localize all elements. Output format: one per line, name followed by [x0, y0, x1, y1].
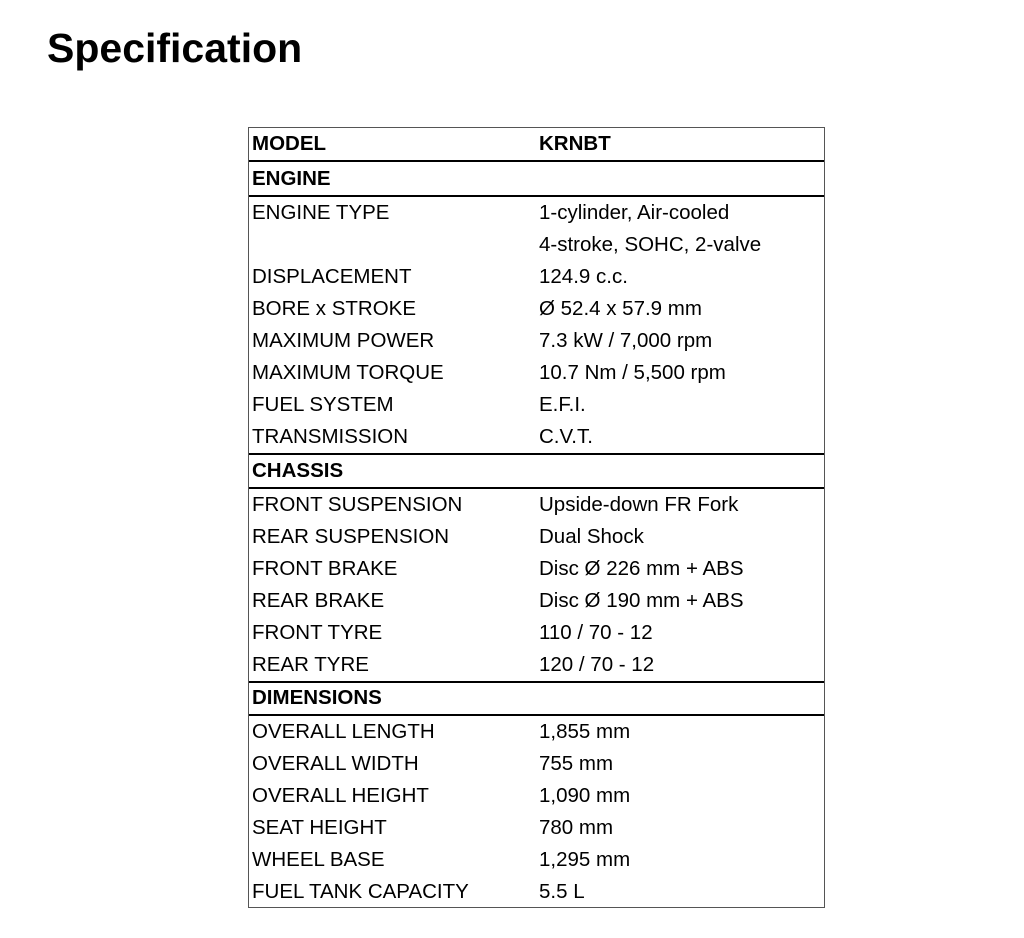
spec-label: OVERALL LENGTH [252, 720, 435, 743]
spec-value: 4-stroke, SOHC, 2-valve [539, 233, 762, 256]
section-heading-dimensions [249, 682, 824, 714]
spec-row-overall-length [249, 716, 824, 748]
spec-row-front-brake [249, 553, 824, 585]
spec-value: 1,090 mm [539, 784, 631, 807]
spec-row-fuel-tank-capacity [249, 876, 824, 908]
spec-row-rear-suspension [249, 521, 824, 553]
spec-label: REAR SUSPENSION [252, 525, 450, 548]
spec-value: C.V.T. [539, 425, 593, 448]
model-label: MODEL [252, 132, 327, 155]
spec-value: E.F.I. [539, 393, 586, 416]
spec-label: MAXIMUM POWER [252, 329, 435, 352]
section-heading-label: DIMENSIONS [252, 686, 382, 709]
spec-value: 5.5 L [539, 880, 585, 903]
spec-label: TRANSMISSION [252, 425, 409, 448]
spec-label: DISPLACEMENT [252, 265, 412, 288]
model-value: KRNBT [539, 132, 611, 155]
section-heading-chassis [249, 455, 824, 487]
spec-label: FUEL SYSTEM [252, 393, 394, 416]
page-title: Specification [47, 25, 303, 71]
spec-label: BORE x STROKE [252, 297, 417, 320]
spec-label: ENGINE TYPE [252, 201, 390, 224]
spec-label: REAR BRAKE [252, 589, 385, 612]
spec-value: Upside-down FR Fork [539, 493, 739, 516]
spec-value: 1,295 mm [539, 848, 631, 871]
spec-value: Disc Ø 190 mm + ABS [539, 589, 744, 612]
spec-value: Dual Shock [539, 525, 644, 548]
spec-label: WHEEL BASE [252, 848, 385, 871]
spec-value: 1,855 mm [539, 720, 631, 743]
spec-row-overall-height [249, 780, 824, 812]
spec-row-transmission [249, 421, 824, 453]
spec-row-maximum-power [249, 325, 824, 357]
spec-row-front-tyre [249, 617, 824, 649]
spec-row-seat-height [249, 812, 824, 844]
spec-label: FRONT SUSPENSION [252, 493, 463, 516]
spec-value: 780 mm [539, 816, 614, 839]
spec-label: OVERALL WIDTH [252, 752, 419, 775]
spec-value: Ø 52.4 x 57.9 mm [539, 297, 702, 320]
spec-row-rear-tyre [249, 649, 824, 681]
spec-value: 10.7 Nm / 5,500 rpm [539, 361, 726, 384]
spec-value: 124.9 c.c. [539, 265, 628, 288]
spec-row-maximum-torque [249, 357, 824, 389]
model-row [249, 128, 824, 160]
spec-row-displacement [249, 261, 824, 293]
spec-row-rear-brake [249, 585, 824, 617]
spec-label: MAXIMUM TORQUE [252, 361, 444, 384]
spec-value: 110 / 70 - 12 [539, 621, 653, 644]
spec-value: 755 mm [539, 752, 614, 775]
spec-value: Disc Ø 226 mm + ABS [539, 557, 744, 580]
spec-value: 120 / 70 - 12 [539, 653, 655, 676]
spec-value: 7.3 kW / 7,000 rpm [539, 329, 713, 352]
spec-label: FRONT BRAKE [252, 557, 398, 580]
spec-row-fuel-system [249, 389, 824, 421]
divider [249, 160, 824, 162]
spec-label: OVERALL HEIGHT [252, 784, 429, 807]
section-heading-label: ENGINE [252, 167, 331, 190]
spec-label: SEAT HEIGHT [252, 816, 387, 839]
spec-value: 1-cylinder, Air-cooled [539, 201, 730, 224]
section-heading-label: CHASSIS [252, 459, 344, 482]
spec-label: FRONT TYRE [252, 621, 383, 644]
spec-row-engine-type [249, 197, 824, 229]
spec-label: REAR TYRE [252, 653, 369, 676]
spec-row-overall-width [249, 748, 824, 780]
spec-row-engine-type-continued [249, 229, 824, 261]
spec-label: FUEL TANK CAPACITY [252, 880, 469, 903]
spec-row-wheel-base [249, 844, 824, 876]
spec-row-bore-stroke [249, 293, 824, 325]
spec-table [248, 127, 825, 908]
spec-row-front-suspension [249, 489, 824, 521]
section-heading-engine [249, 163, 824, 195]
